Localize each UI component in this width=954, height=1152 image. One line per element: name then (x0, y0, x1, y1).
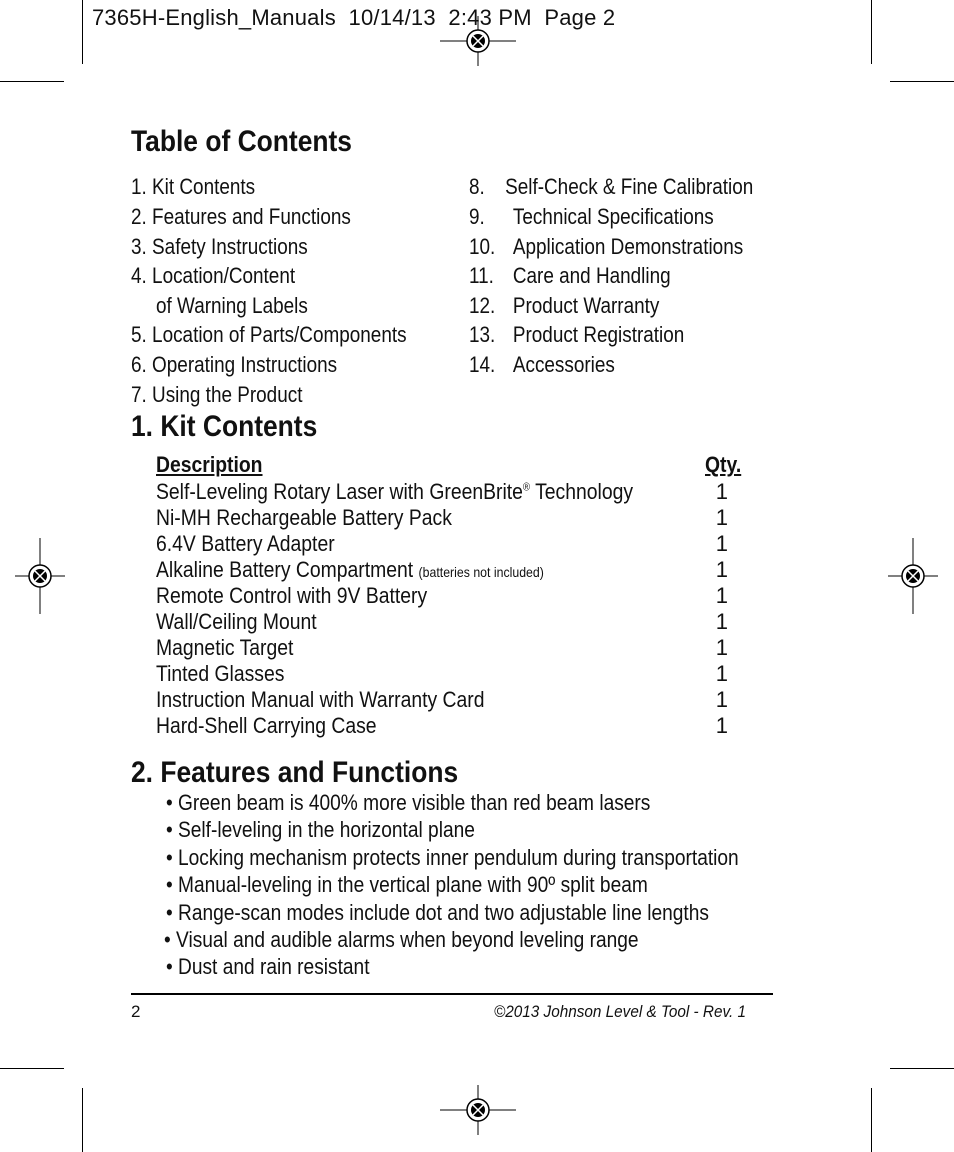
kit-row (156, 713, 732, 739)
kit-item-description: 6.4V Battery Adapter (156, 531, 335, 556)
kit-item-description: Instruction Manual with Warranty Card (156, 687, 485, 712)
registration-mark-icon (440, 16, 516, 66)
feature-bullet: • Self-leveling in the horizontal plane (166, 817, 475, 842)
feature-bullet: • Manual-leveling in the vertical plane with 90º split beam (166, 872, 648, 897)
kit-item-qty: 1 (715, 505, 728, 530)
kit-row (156, 479, 732, 505)
registration-mark-icon (888, 538, 938, 614)
kit-contents-heading: 1. Kit Contents (131, 410, 318, 443)
toc-item: 1. Kit Contents (131, 174, 256, 199)
kit-row (156, 635, 732, 661)
kit-item-description: Remote Control with 9V Battery (156, 583, 428, 608)
crop-mark-bottom-right-vertical (871, 1088, 872, 1152)
feature-bullet: • Dust and rain resistant (166, 954, 370, 979)
toc-item: 7. Using the Product (131, 382, 303, 407)
crop-mark-top-left-horizontal (0, 81, 64, 82)
kit-item-qty: 1 (715, 687, 728, 712)
registration-mark-icon (15, 538, 65, 614)
crop-mark-bottom-left-horizontal (0, 1068, 64, 1069)
kit-row (156, 531, 732, 557)
footer-divider (131, 993, 773, 995)
kit-item-description: Hard-Shell Carrying Case (156, 713, 377, 738)
kit-item-qty: 1 (715, 583, 728, 608)
kit-item-qty: 1 (715, 713, 728, 738)
features-heading: 2. Features and Functions (131, 756, 459, 789)
kit-item-qty: 1 (715, 661, 728, 686)
kit-item-description: Magnetic Target (156, 635, 294, 660)
kit-qty-header: Qty. (705, 452, 742, 477)
registration-mark-icon (440, 1085, 516, 1135)
toc-item: 8. Self-Check & Fine Calibration (469, 174, 754, 199)
feature-bullet: • Locking mechanism protects inner pendulum during transportation (166, 845, 739, 870)
page-number: 2 (131, 1002, 141, 1021)
kit-item-description: Alkaline Battery Compartment (batteries not included) (156, 557, 544, 582)
kit-item-qty: 1 (715, 609, 728, 634)
kit-description-header: Description (156, 452, 263, 477)
kit-row (156, 609, 732, 635)
toc-item: 6. Operating Instructions (131, 352, 338, 377)
toc-item: 14. Accessories (469, 352, 615, 377)
kit-item-qty: 1 (715, 531, 728, 556)
toc-item: 10. Application Demonstrations (469, 234, 744, 259)
feature-bullet: • Green beam is 400% more visible than red beam lasers (166, 790, 651, 815)
toc-title: Table of Contents (131, 125, 352, 158)
kit-item-description: Wall/Ceiling Mount (156, 609, 317, 634)
kit-item-qty: 1 (715, 635, 728, 660)
crop-mark-top-right-vertical (871, 0, 872, 64)
toc-item: 9. Technical Specifications (469, 204, 714, 229)
kit-row (156, 583, 732, 609)
toc-item: 12. Product Warranty (469, 293, 660, 318)
kit-item-description: Ni-MH Rechargeable Battery Pack (156, 505, 452, 530)
toc-item: of Warning Labels (156, 293, 308, 318)
kit-row (156, 557, 732, 583)
kit-item-qty: 1 (715, 557, 728, 582)
kit-item-qty: 1 (715, 479, 728, 504)
kit-item-description: Tinted Glasses (156, 661, 285, 686)
toc-item: 4. Location/Content (131, 263, 296, 288)
feature-bullet: • Visual and audible alarms when beyond leveling range (164, 927, 639, 952)
kit-item-description: Self-Leveling Rotary Laser with GreenBrite® Technology (156, 479, 634, 504)
print-slug: 7365H-English_Manuals 10/14/13 2:43 PM Page 2 (92, 5, 616, 30)
toc-item: 3. Safety Instructions (131, 234, 308, 259)
toc-item: 13. Product Registration (469, 322, 685, 347)
crop-mark-top-right-horizontal (890, 81, 954, 82)
toc-item: 11. Care and Handling (469, 263, 671, 288)
feature-bullet: • Range-scan modes include dot and two adjustable line lengths (166, 900, 709, 925)
toc-item: 2. Features and Functions (131, 204, 351, 229)
copyright-notice: ©2013 Johnson Level & Tool - Rev. 1 (494, 1002, 746, 1021)
toc-item: 5. Location of Parts/Components (131, 322, 407, 347)
crop-mark-bottom-right-horizontal (890, 1068, 954, 1069)
kit-row (156, 687, 732, 713)
kit-row (156, 661, 732, 687)
crop-mark-top-left-vertical (82, 0, 83, 64)
crop-mark-bottom-left-vertical (82, 1088, 83, 1152)
kit-row (156, 505, 732, 531)
